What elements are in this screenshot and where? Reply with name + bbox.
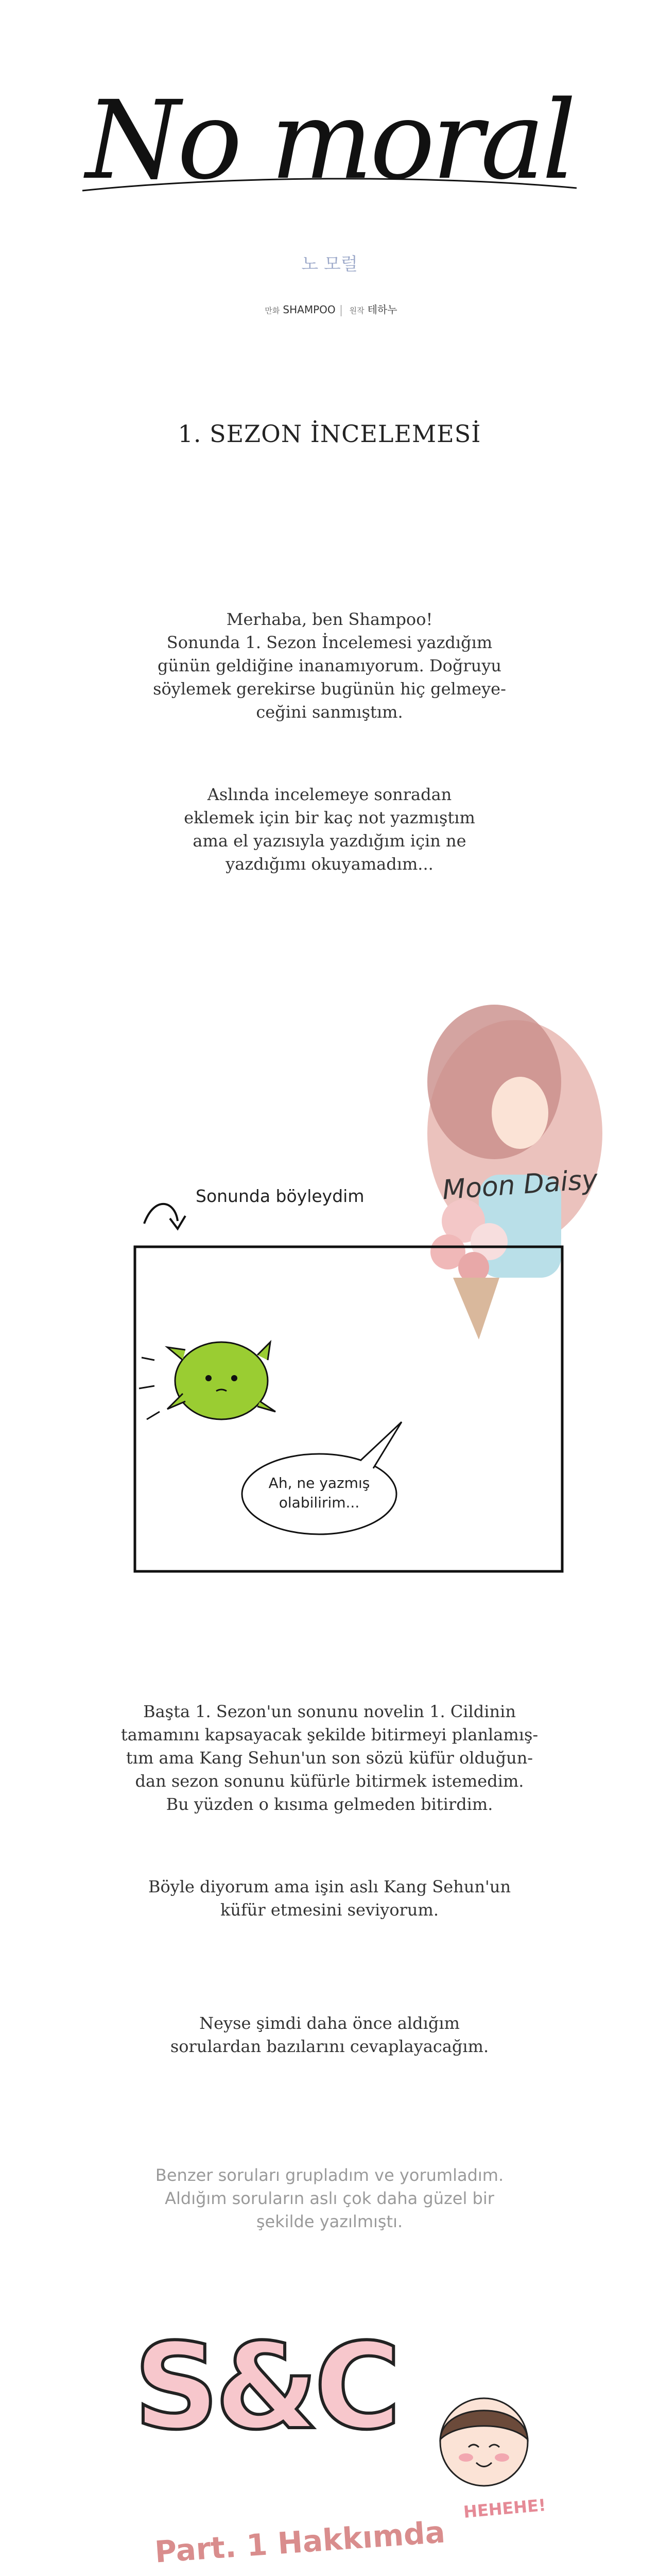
speech-line: Ah, ne yazmış	[268, 1475, 370, 1492]
intro-greeting	[98, 608, 561, 724]
boy-avatar	[427, 2391, 541, 2494]
text-line: günün geldiğine inanamıyorum. Doğruyu	[157, 656, 502, 675]
text-line: Sonunda 1. Sezon İncelemesi yazdığım	[166, 633, 493, 652]
sc-logo: S&C	[134, 2318, 397, 2456]
panel1-speech	[242, 1473, 396, 1513]
panel1-caption: Sonunda böyleydim	[196, 1186, 365, 1206]
text-line: yazdığımı okuyamadım...	[226, 854, 433, 874]
text-line: tım ama Kang Sehun'un son sözü küfür olduğun-	[126, 1748, 533, 1768]
signature: Moon Daisy	[441, 1164, 599, 1206]
text-line: Neyse şimdi daha önce aldığım	[199, 2013, 460, 2033]
text-line: Merhaba, ben Shampoo!	[226, 609, 433, 629]
ending-para-2	[98, 1875, 561, 1922]
text-line: şekilde yazılmıştı.	[256, 2212, 403, 2231]
ending-para-4	[98, 2164, 561, 2233]
text-line: Benzer soruları grupladım ve yorumladım.	[155, 2165, 504, 2185]
text-line: Başta 1. Sezon'un sonunu novelin 1. Cildinin	[143, 1702, 516, 1721]
text-line: küfür etmesini seviyorum.	[220, 1900, 439, 1920]
review-title: 1. SEZON İNCELEMESİ	[178, 420, 481, 448]
writer-name: 테하누	[367, 303, 397, 316]
text-line: ceğini sanmıştım.	[256, 702, 403, 722]
part-label: Part. 1 Hakkımda	[153, 2514, 446, 2570]
text-line: sorulardan bazılarını cevaplayacağım.	[170, 2037, 489, 2056]
text-line: dan sezon sonunu küfürle bitirmek istemedim.	[135, 1771, 524, 1791]
art-label: 만화	[265, 306, 280, 315]
series-logo: No moral	[85, 77, 574, 204]
hehehe-sticker: HEHEHE!	[462, 2495, 547, 2522]
text-line: Böyle diyorum ama işin aslı Kang Sehun'un	[148, 1877, 511, 1896]
text-line: tamamını kapsayacak şekilde bitirmeyi planlamış-	[120, 1725, 539, 1744]
speech-line: olabilirim...	[279, 1494, 360, 1511]
logo-underline-flourish	[77, 170, 582, 201]
text-line: Bu yüzden o kısıma gelmeden bitirdim.	[166, 1794, 493, 1814]
ending-para-3	[98, 2012, 561, 2058]
credits	[0, 301, 659, 316]
korean-title: 노 모럴	[301, 254, 358, 275]
text-line: ama el yazısıyla yazdığım için ne	[193, 831, 466, 851]
artist-name: SHAMPOO	[283, 303, 336, 316]
ending-para-1	[98, 1700, 561, 1816]
text-line: söylemek gerekirse bugünün hiç gelmeye-	[153, 679, 506, 699]
text-line: Aslında incelemeye sonradan	[207, 785, 452, 804]
text-line: eklemek için bir kaç not yazmıştım	[184, 808, 475, 827]
intro-note	[98, 783, 561, 876]
text-line: Aldığım soruların aslı çok daha güzel bir	[165, 2189, 494, 2208]
green-creature	[139, 1342, 275, 1419]
story-label: 원작	[349, 306, 365, 315]
